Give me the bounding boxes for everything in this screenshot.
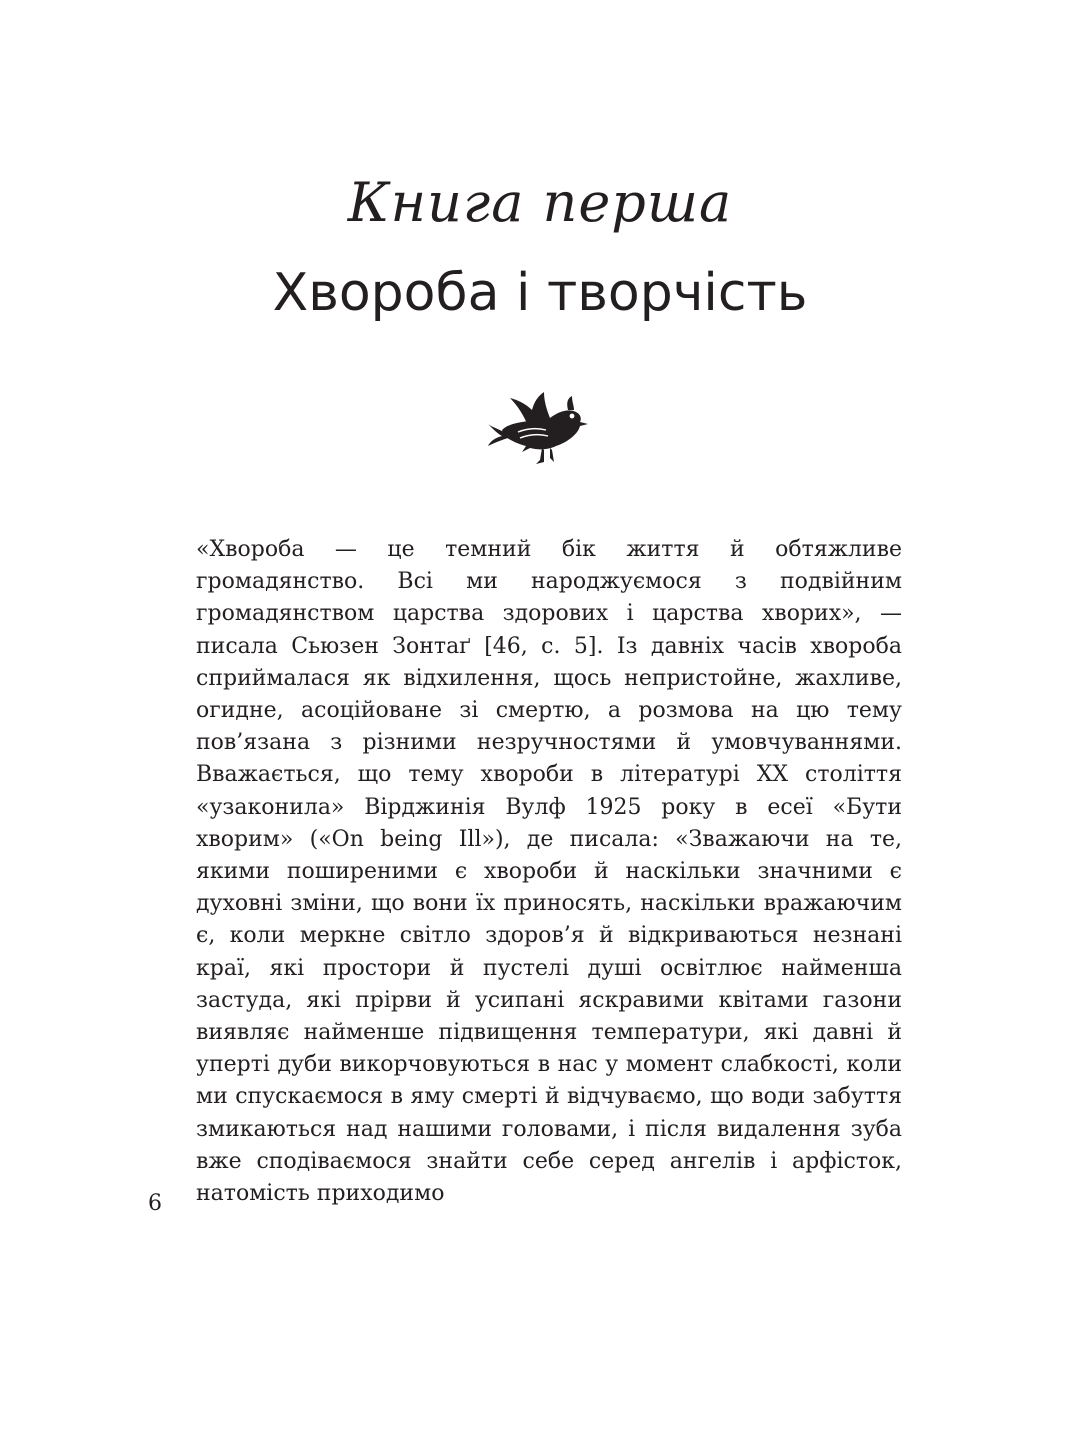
chapter-title: Хвороба і творчість — [272, 263, 808, 323]
page-number: 6 — [148, 1191, 162, 1216]
bird-icon — [488, 388, 592, 468]
bird-ornament — [488, 388, 592, 468]
book-part-label: Книга перша — [347, 171, 733, 234]
body-paragraph: «Хвороба — це темний бік життя й обтяжливе громадянство. Всі ми народжуємося з подвійним громадянством царства здорових і царства хворих», — писала Сьюзен Зонтаґ [46, с. 5]. Із давніх часів хвороба сприймалася як відхилення, щось непристойне, жахливе, огидне, асоційоване зі смертю, а розмова на цю тему пов’язана з різними незручностями й умовчуваннями. Вважається, що тему хвороби в літературі XX століття «узаконила» Вірджинія Вулф 1925 року в есеї «Бути хворим» («On being Ill»), де писала: «Зважаючи на те, якими поширеними є хвороби й наскільки значними є духовні зміни, що вони їх приносять, наскільки вражаючим є, коли меркне світло здоров’я й відкриваються незнані краї, які простори й пустелі душі освітлює найменша застуда, які прірви й усипані яскравими квітами газони виявляє найменше підвищення температури, які давні й уперті дуби викорчовуються в нас у момент слабкості, коли ми спускаємося в яму смерті й відчуваємо, що води забуття змикаються над нашими головами, і після видалення зуба вже сподіваємося знайти себе серед ангелів і арфісток, натомість приходимо — [196, 537, 902, 1207]
